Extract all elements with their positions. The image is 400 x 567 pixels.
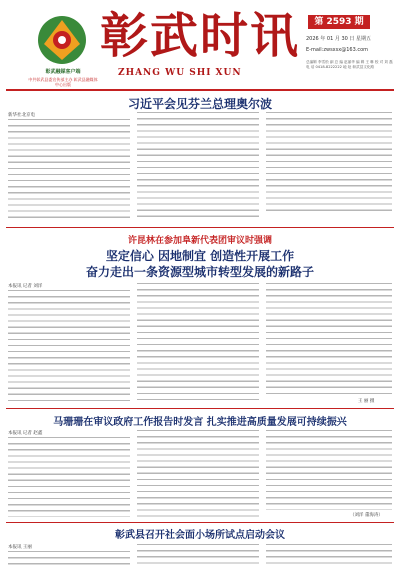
article-1-byline: 新华社北京电	[8, 113, 35, 118]
article-3-column-2	[137, 430, 259, 517]
article-2-kicker: 许昆林在参加阜新代表团审议时强调	[127, 236, 272, 246]
article-1-column-2	[137, 112, 259, 219]
newspaper-pinyin: ZHANG WU SHI XUN	[118, 68, 242, 78]
article-1-rule	[6, 227, 394, 228]
article-2-signoff: 王 丽 摄	[358, 399, 375, 404]
contact-email: E-mail:zwsxsx@163.com	[306, 47, 369, 53]
article-2-column-1	[8, 290, 130, 402]
masthead-meta: 总编辑 李雪松 副 总 编 赵丽华 编 辑 王 琳 校 对 刘 磊 电 话 0418-8222222 地 址 彰武县文化路	[306, 60, 393, 69]
article-1-headline: 习近平会见芬兰总理奥尔波	[127, 97, 272, 111]
article-3-signoff: （刘洋 董海涛）	[350, 513, 383, 518]
article-4-column-1	[8, 551, 130, 565]
article-4-column-2	[137, 544, 259, 565]
logo-caption-title: 彰武融媒客户端	[45, 69, 81, 75]
article-4-column-3	[266, 544, 392, 565]
article-1-column-1	[8, 119, 130, 219]
article-2-headline-line-2: 奋力走出一条资源型城市转型发展的新路子	[85, 265, 314, 279]
article-3-byline: 本报讯 记者 赵鑫	[8, 431, 43, 436]
article-3-column-3	[266, 430, 392, 510]
article-2-column-3	[266, 283, 392, 395]
article-3-rule	[6, 522, 394, 523]
article-2-headline-line-1: 坚定信心 因地制宜 创造性开展工作	[105, 249, 295, 263]
logo-caption	[28, 70, 98, 87]
article-4-byline: 本报讯 王丽	[8, 545, 32, 550]
logo-subcaption: 中共彰武县委宣传部主办 彰武县融媒体中心出版	[28, 77, 98, 87]
article-3-column-1	[8, 437, 130, 517]
article-1-column-3	[266, 112, 392, 212]
article-3-headline: 马珊珊在审议政府工作报告时发言 扎实推进高质量发展可持续振兴	[53, 417, 347, 428]
logo-icon	[36, 14, 88, 66]
issue-badge: 第 2593 期	[308, 15, 370, 29]
article-2-rule	[6, 408, 394, 409]
article-2-byline: 本报讯 记者 刘洋	[8, 284, 43, 289]
article-4-headline: 彰武县召开社会面小场所试点启动会议	[115, 530, 285, 541]
newspaper-title: 彰武时讯	[100, 8, 301, 64]
issue-date: 2026 年 01 月 30 日 星期五	[306, 36, 371, 42]
article-2-column-2	[137, 283, 259, 402]
masthead-rule	[6, 89, 394, 91]
